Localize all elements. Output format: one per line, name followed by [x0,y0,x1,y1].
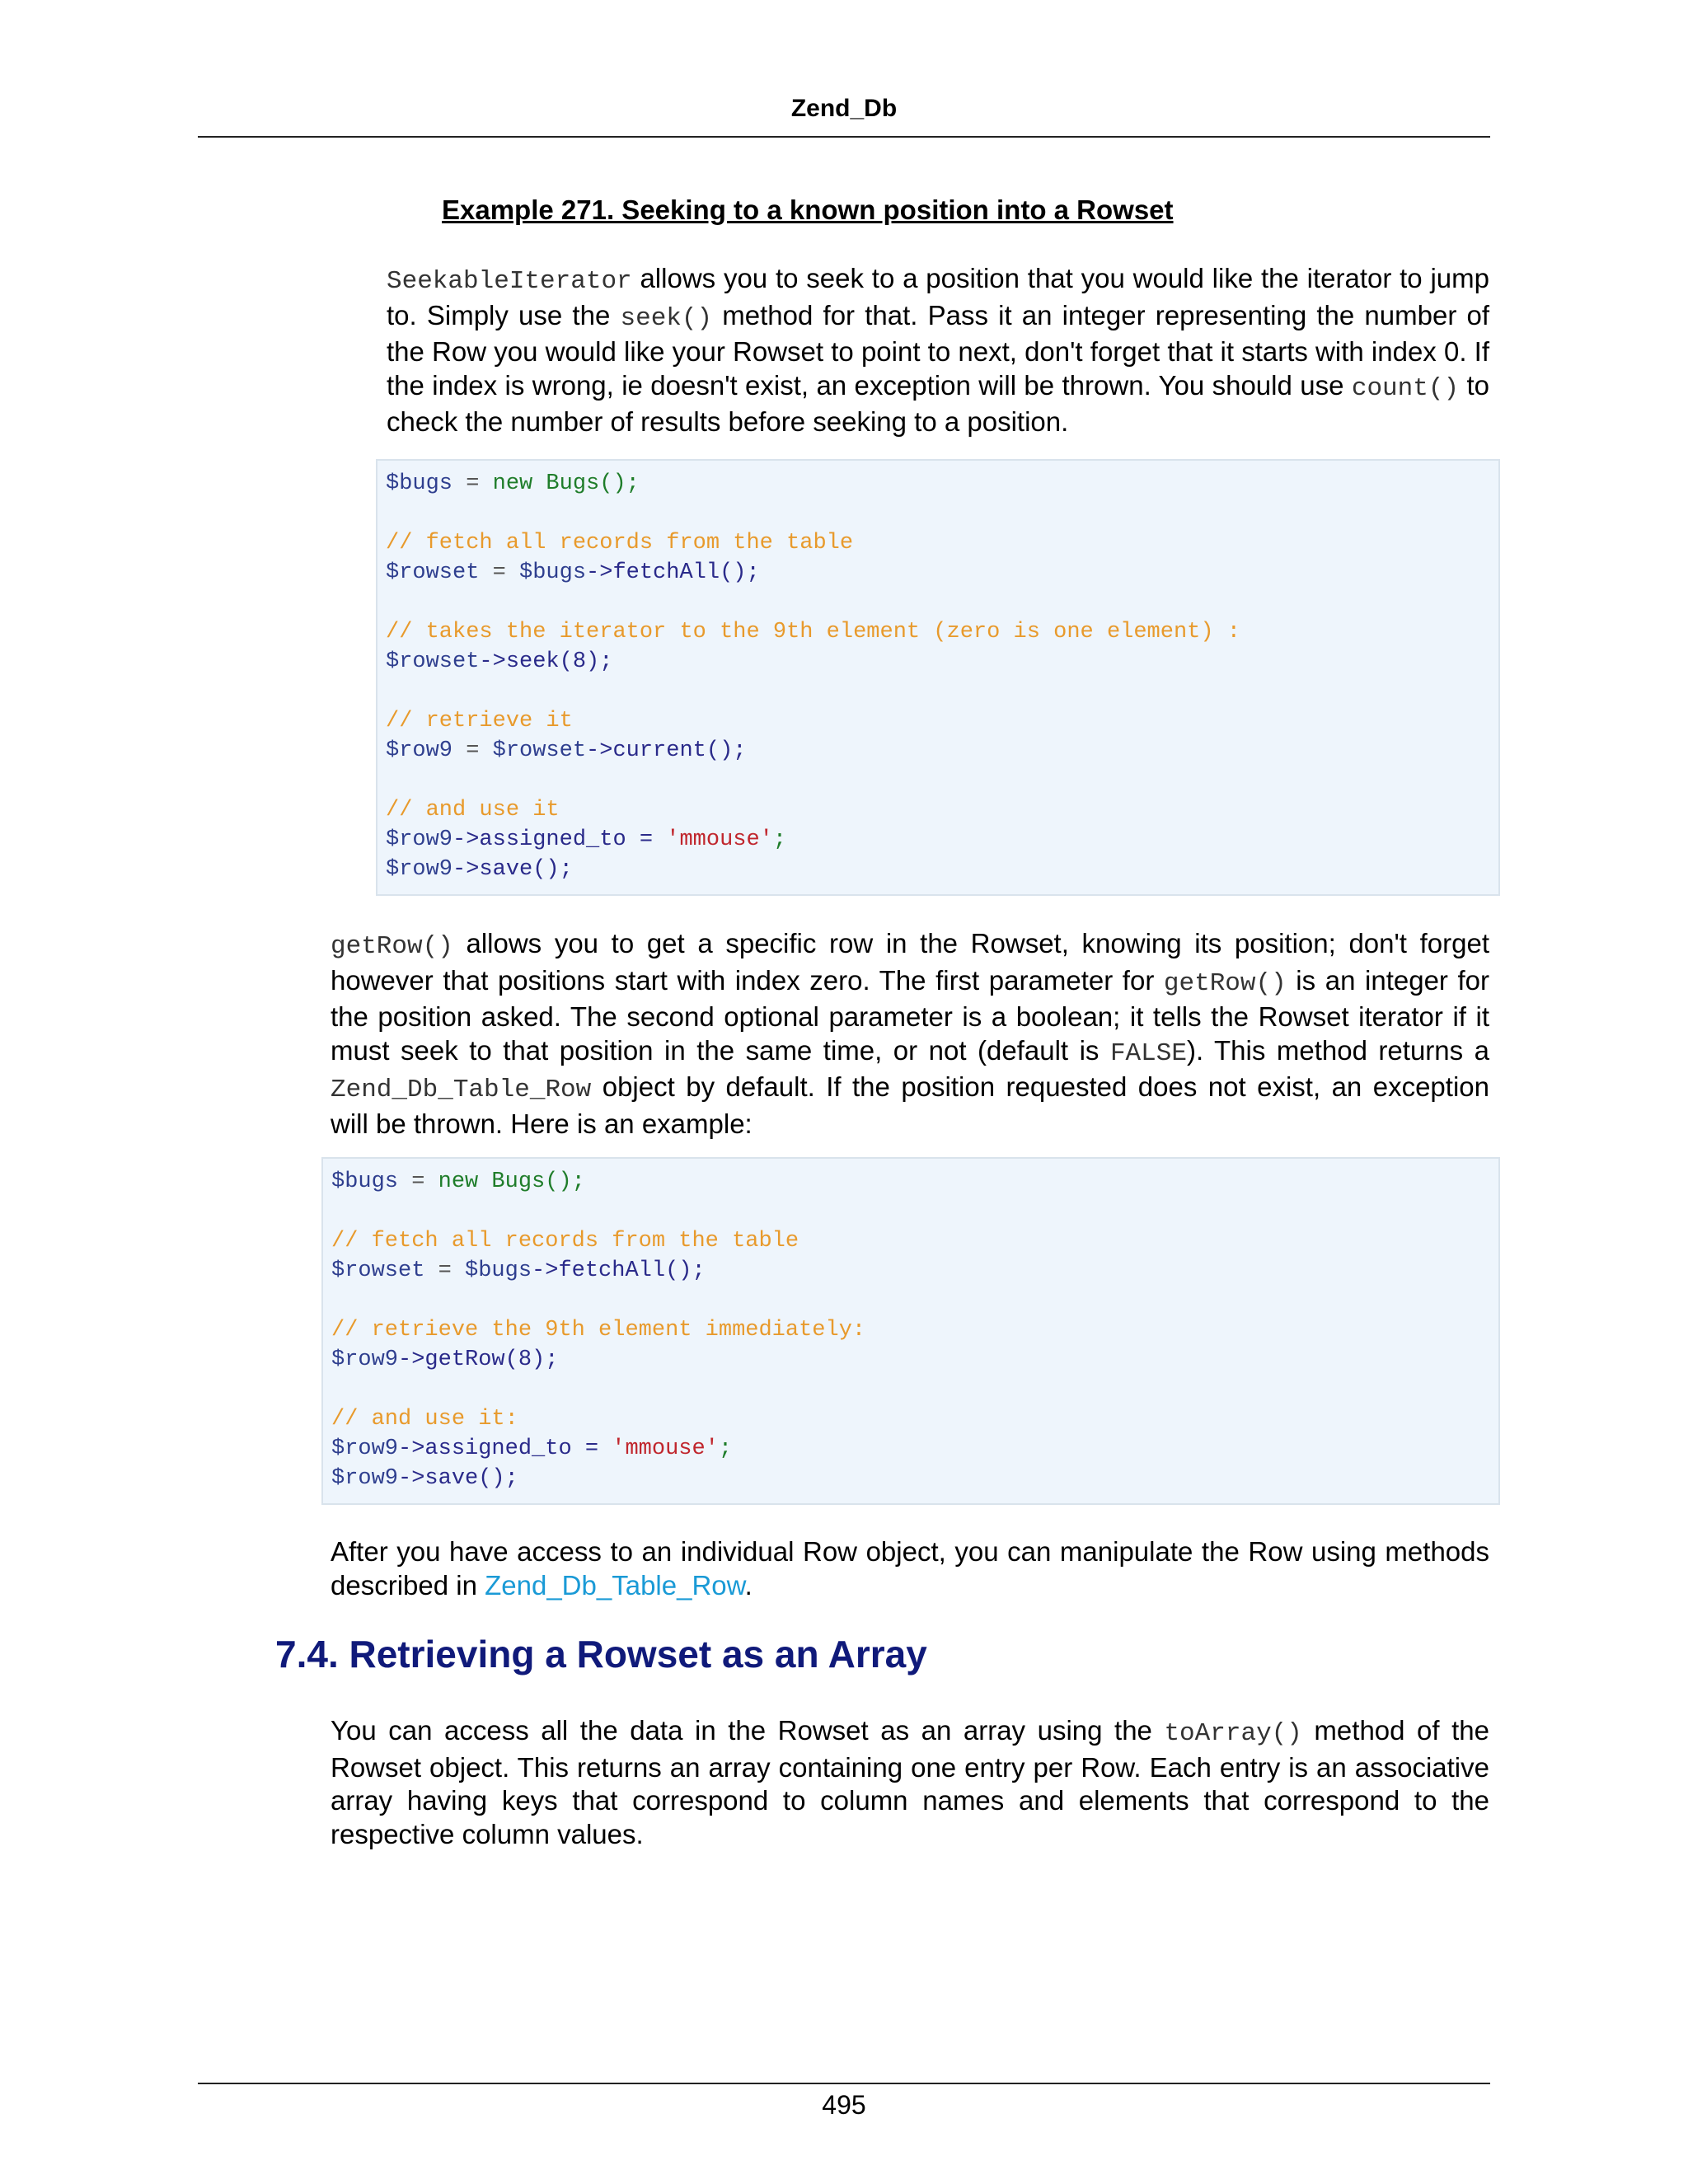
seek-description-paragraph [387,262,1489,439]
paragraph-text: . [744,1569,753,1601]
zend-db-table-row-link[interactable]: Zend_Db_Table_Row [485,1569,745,1601]
paragraph-text: method for that. Pass it an integer representing the number of the Row you would like your Rowset to point to next, don't forget that it starts with index 0. If the index is wrong, ie doesn't exist, an exception will be thrown. You should use [387,299,1489,401]
code-listing: $bugs = new Bugs(); // fetch all records from the table $rowset = $bugs->fetchAll(); // retrieve the 9th element immediately: $row9->getRow(8); // and use it: $row9->assigned_to = 'mmouse'; $row9->save(); [331,1169,866,1491]
inline-code: FALSE [1109,1038,1187,1068]
inline-code: Zend_Db_Table_Row [331,1076,592,1104]
paragraph-text: to check the number of results before seeking to a position. [387,369,1489,437]
paragraph-text: ). This method returns a [1186,1034,1489,1066]
code-listing: $bugs = new Bugs(); // fetch all records from the table $rowset = $bugs->fetchAll(); // takes the iterator to the 9th element (zero is one element) : $rowset->seek(8); // retrieve it $row9 = $rowset->current(); // and use it $row9->assigned_to = 'mmouse'; $row9->save(); [386,471,1240,882]
header-rule [198,136,1490,138]
page-number: 495 [822,2090,866,2120]
paragraph-text: After you have access to an individual Row object, you can manipulate the Row using methods described in [331,1536,1489,1601]
running-header: Zend_Db [790,95,898,122]
example-title: Example 271. Seeking to a known position into a Rowset [442,194,1174,225]
paragraph-text: method of the Rowset object. This returns an array containing one entry per Row. Each entry is an associative array having keys that correspond to column names and elements that correspond to the respective column values. [331,1715,1489,1849]
getrow-description-paragraph [331,927,1489,1141]
paragraph-text: allows you to seek to a position that you would like the iterator to jump to. Simply use the [387,263,1489,330]
inline-code: toArray() [1164,1719,1302,1748]
footer-rule [198,2083,1490,2084]
inline-code: getRow() [1163,968,1287,998]
paragraph-text: object by default. If the position requested does not exist, an exception will be thrown. Here is an example: [331,1071,1489,1139]
code-block-seek-example [376,459,1500,896]
inline-code: seek() [620,303,713,333]
section-heading: 7.4. Retrieving a Rowset as an Array [275,1633,927,1675]
toarray-description-paragraph [331,1714,1489,1851]
paragraph-text: is an integer for the position asked. The second optional parameter is a boolean; it tells the Rowset iterator if it must seek to that position in the same time, or not (default is [331,964,1490,1066]
paragraph-text: You can access all the data in the Rowset as an array using the [331,1715,1165,1746]
inline-code: count() [1351,373,1460,403]
inline-code: SeekableIterator [387,267,632,296]
row-access-paragraph [331,1535,1489,1602]
code-block-getrow-example [321,1157,1500,1505]
inline-code: getRow() [331,932,453,961]
paragraph-text: allows you to get a specific row in the Rowset, knowing its position; don't forget however that positions start with index zero. The first parameter for [331,928,1489,996]
